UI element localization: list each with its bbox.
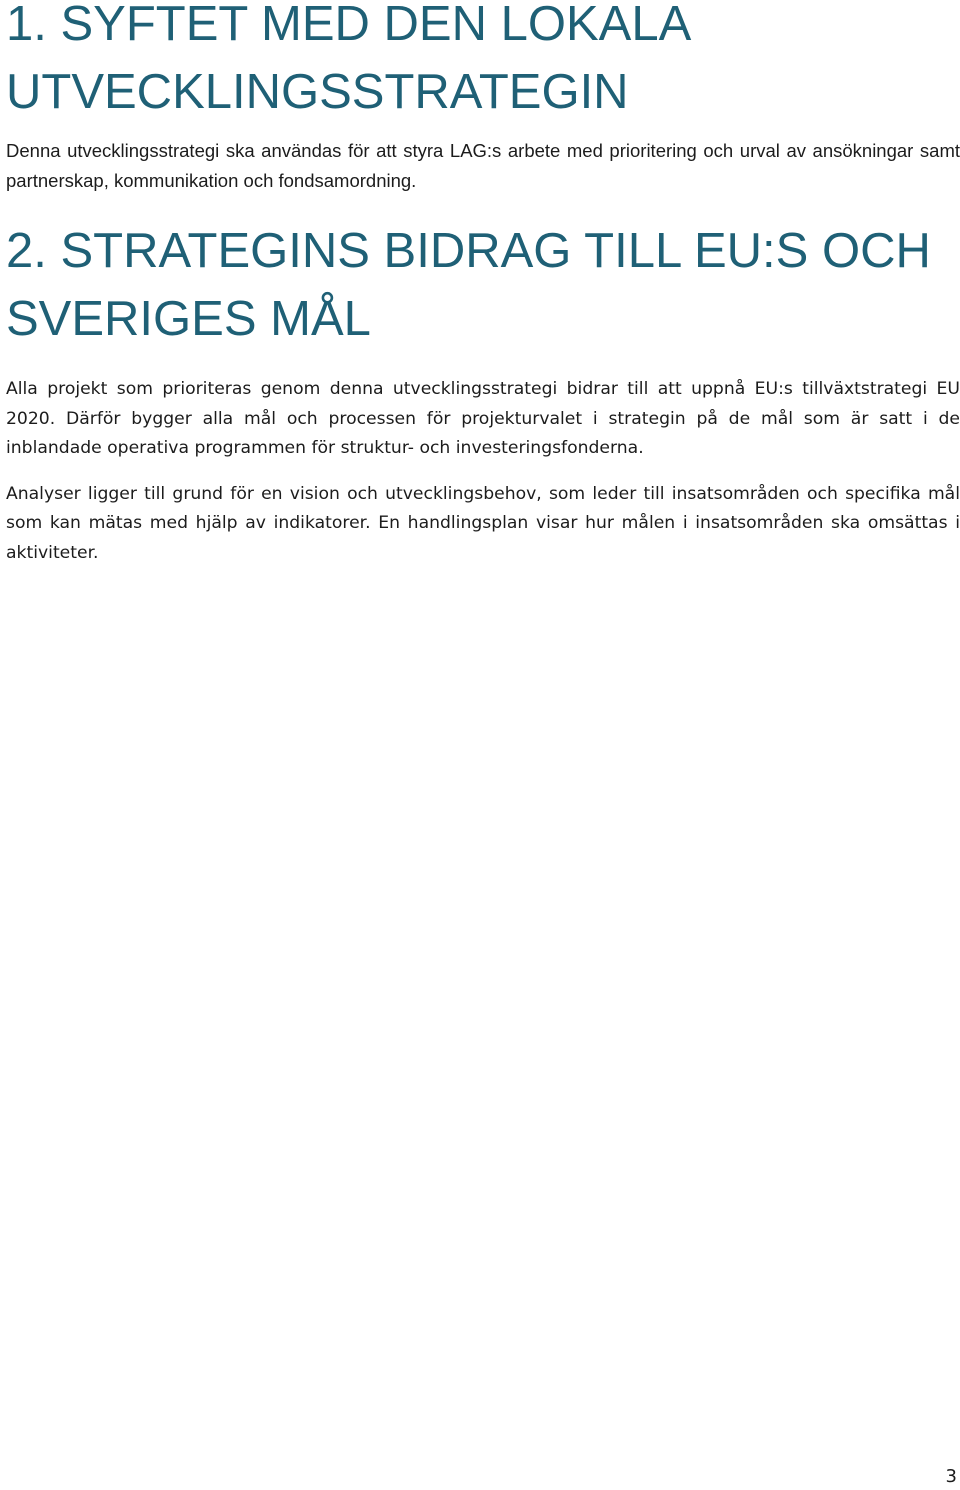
section-2-paragraph-1: Alla projekt som prioriteras genom denna utvecklingsstrategi bidrar till att uppnå EU:s tillväxtstrategi EU 2020. Därför bygger alla mål och processen för projekturvalet i strategin på de mål som är satt i de inblandade operativa programmen för struktur- och investeringsfonderna. [6,379,960,458]
page-number: 3 [945,1466,957,1487]
section-1-heading: 1. SYFTET MED DEN LOKALA UTVECKLINGSSTRATEGIN [6,0,689,119]
section-2-paragraph-2: Analyser ligger till grund för en vision och utvecklingsbehov, som leder till insatsområden och specifika mål som kan mätas med hjälp av indikatorer. En handlingsplan visar hur målen i insatsområden ska omsättas i aktiviteter. [6,483,960,563]
section-2-heading: 2. STRATEGINS BIDRAG TILL EU:S OCH SVERIGES MÅL [6,224,931,346]
section-1-paragraph: Denna utvecklingsstrategi ska användas för att styra LAG:s arbete med prioritering och urval av ansökningar samt partnerskap, kommunikation och fondsamordning. [6,140,960,191]
document-page [6,0,960,568]
